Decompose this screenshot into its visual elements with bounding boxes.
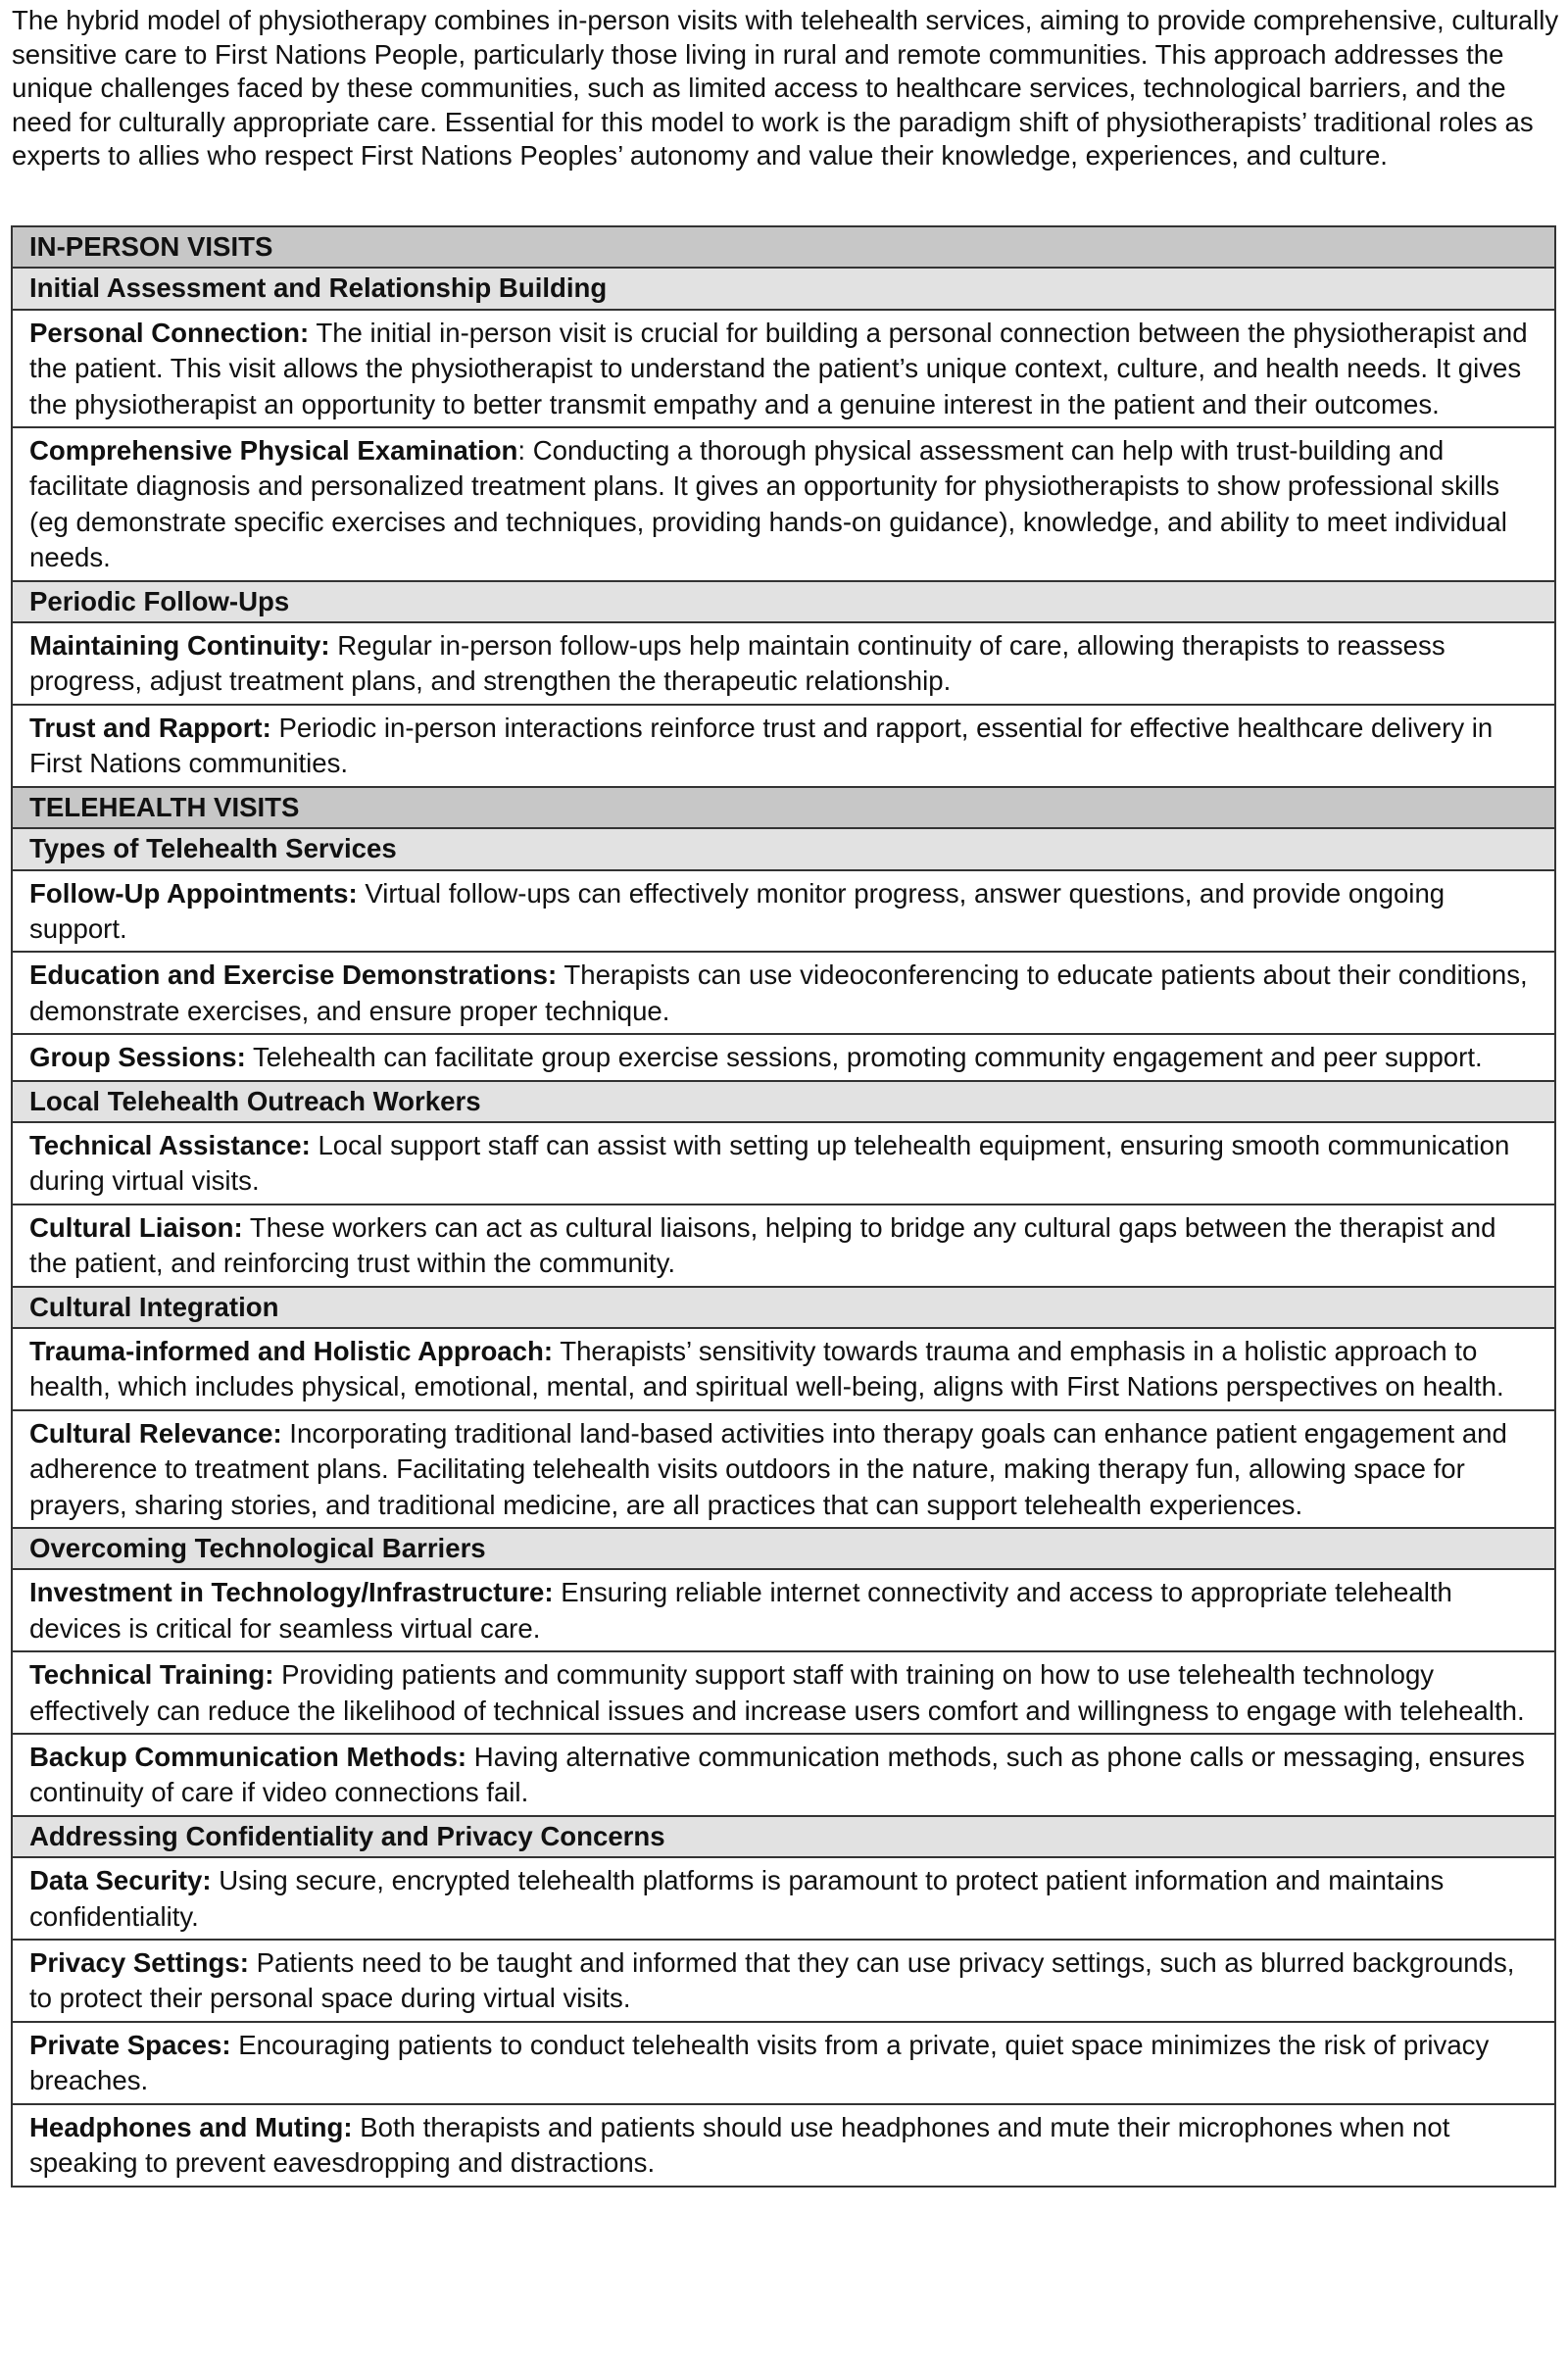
item-description: Virtual follow-ups can effectively monitor progress, answer questions, and provide ongoing support. <box>29 877 1446 944</box>
item-description: Regular in-person follow-ups help maintain continuity of care, allowing therapists to reassess progress, adjust treatment plans, and strengthen the therapeutic relationship. <box>29 630 1446 697</box>
table-row <box>13 426 1554 580</box>
table-row <box>13 1327 1554 1409</box>
table-row <box>13 1650 1554 1733</box>
table-row <box>13 1121 1554 1204</box>
table-row <box>13 621 1554 704</box>
table-row <box>13 1204 1554 1286</box>
table-row <box>13 951 1554 1033</box>
table-row <box>13 1856 1554 1939</box>
item-description: Incorporating traditional land-based activities into therapy goals can enhance patient engagement and adherence to treatment plans. Facilitating telehealth visits outdoors in the nature, making therapy fun, allowing space for prayers, sharing stories, and traditional medicine, are all practices that can support telehealth experiences. <box>29 1417 1507 1520</box>
item-term: Private Spaces: <box>29 2029 231 2060</box>
table-row <box>13 1409 1554 1527</box>
table-row <box>13 2021 1554 2103</box>
item-description: Periodic in-person interactions reinforce trust and rapport, essential for effective healthcare delivery in First Nations communities. <box>29 712 1494 779</box>
intro-paragraph: The hybrid model of physiotherapy combines in-person visits with telehealth services, aiming to provide comprehensive, culturally sensitive care to First Nations People, particularly those living in rural and remote communities. This approach addresses the unique challenges faced by these communities, such as limited access to healthcare services, technological barriers, and the need for culturally appropriate care. Essential for this model to work is the paradigm shift of physiotherapists’ traditional roles as experts to allies who respect First Nations Peoples’ autonomy and value their knowledge, experiences, and culture. <box>12 5 1559 172</box>
table-row <box>13 1033 1554 1079</box>
section-header: IN-PERSON VISITS <box>13 227 1554 267</box>
item-description: Therapists’ sensitivity towards trauma and emphasis in a holistic approach to health, which includes physical, emotional, mental, and spiritual well-being, aligns with First Nations perspectives on health. <box>29 1335 1504 1402</box>
item-description: : Conducting a thorough physical assessment can help with trust-building and facilitate diagnosis and personalized treatment plans. It gives an opportunity for physiotherapists to show professional skills (eg demonstrate specific exercises and techniques, providing hands-on guidance), knowledge, and ability to meet individual needs. <box>29 435 1507 573</box>
item-description: Ensuring reliable internet connectivity and access to appropriate telehealth devices is critical for seamless virtual care. <box>29 1577 1452 1644</box>
item-term: Education and Exercise Demonstrations: <box>29 959 558 991</box>
subsection-header: Addressing Confidentiality and Privacy Concerns <box>13 1815 1554 1856</box>
table-row <box>13 1939 1554 2021</box>
item-description: Using secure, encrypted telehealth platforms is paramount to protect patient information and maintains confidentiality. <box>29 1865 1445 1932</box>
section-header: TELEHEALTH VISITS <box>13 786 1554 827</box>
subsection-header: Overcoming Technological Barriers <box>13 1527 1554 1568</box>
item-term: Maintaining Continuity: <box>29 630 330 662</box>
item-term: Personal Connection: <box>29 317 310 348</box>
item-term: Group Sessions: <box>29 1042 246 1073</box>
subsection-header: Initial Assessment and Relationship Building <box>13 267 1554 308</box>
subsection-header: Cultural Integration <box>13 1286 1554 1327</box>
item-term: Headphones and Muting: <box>29 2111 353 2142</box>
item-term: Cultural Relevance: <box>29 1417 282 1449</box>
subsection-header: Types of Telehealth Services <box>13 827 1554 868</box>
item-description: Patients need to be taught and informed that they can use privacy settings, such as blurred backgrounds, to protect their personal space during virtual visits. <box>29 1947 1515 2014</box>
item-term: Trauma-informed and Holistic Approach: <box>29 1335 554 1366</box>
table-row <box>13 704 1554 786</box>
item-description: These workers can act as cultural liaisons, helping to bridge any cultural gaps between the therapist and the patient, and reinforcing trust within the community. <box>29 1211 1496 1279</box>
hybrid-model-table <box>11 225 1556 2188</box>
table-row <box>13 2103 1554 2186</box>
subsection-header: Periodic Follow-Ups <box>13 580 1554 621</box>
item-term: Trust and Rapport: <box>29 712 271 743</box>
item-description: Providing patients and community support staff with training on how to use telehealth technology effectively can reduce the likelihood of technical issues and increase users comfort and willingness to engage with telehealth. <box>29 1659 1525 1726</box>
item-term: Data Security: <box>29 1865 212 1896</box>
item-term: Technical Assistance: <box>29 1129 311 1160</box>
table-row <box>13 1568 1554 1650</box>
item-description: Local support staff can assist with setting up telehealth equipment, ensuring smooth communication during virtual visits. <box>29 1129 1510 1197</box>
subsection-header: Local Telehealth Outreach Workers <box>13 1080 1554 1121</box>
table-row <box>13 1733 1554 1815</box>
item-term: Backup Communication Methods: <box>29 1742 467 1773</box>
item-term: Comprehensive Physical Examination <box>29 435 518 467</box>
item-description: Telehealth can facilitate group exercise sessions, promoting community engagement and peer support. <box>245 1042 1483 1073</box>
item-description: Both therapists and patients should use headphones and mute their microphones when not speaking to prevent eavesdropping and distractions. <box>29 2111 1450 2179</box>
table-row <box>13 309 1554 426</box>
item-term: Investment in Technology/Infrastructure: <box>29 1577 554 1608</box>
item-term: Technical Training: <box>29 1659 274 1691</box>
item-description: Encouraging patients to conduct telehealth visits from a private, quiet space minimizes the risk of privacy breaches. <box>29 2029 1490 2096</box>
item-description: Having alternative communication methods, such as phone calls or messaging, ensures continuity of care if video connections fail. <box>29 1742 1525 1808</box>
table-row <box>13 869 1554 952</box>
item-description: The initial in-person visit is crucial for building a personal connection between the physiotherapist and the patient. This visit allows the physiotherapist to understand the patient’s unique context, culture, and health needs. It gives the physiotherapist an opportunity to better transmit empathy and a genuine interest in the patient and their outcomes. <box>29 317 1528 419</box>
item-term: Follow-Up Appointments: <box>29 877 358 909</box>
item-term: Privacy Settings: <box>29 1947 249 1979</box>
item-description: Therapists can use videoconferencing to educate patients about their conditions, demonstrate exercises, and ensure proper technique. <box>29 959 1528 1026</box>
item-term: Cultural Liaison: <box>29 1211 243 1243</box>
